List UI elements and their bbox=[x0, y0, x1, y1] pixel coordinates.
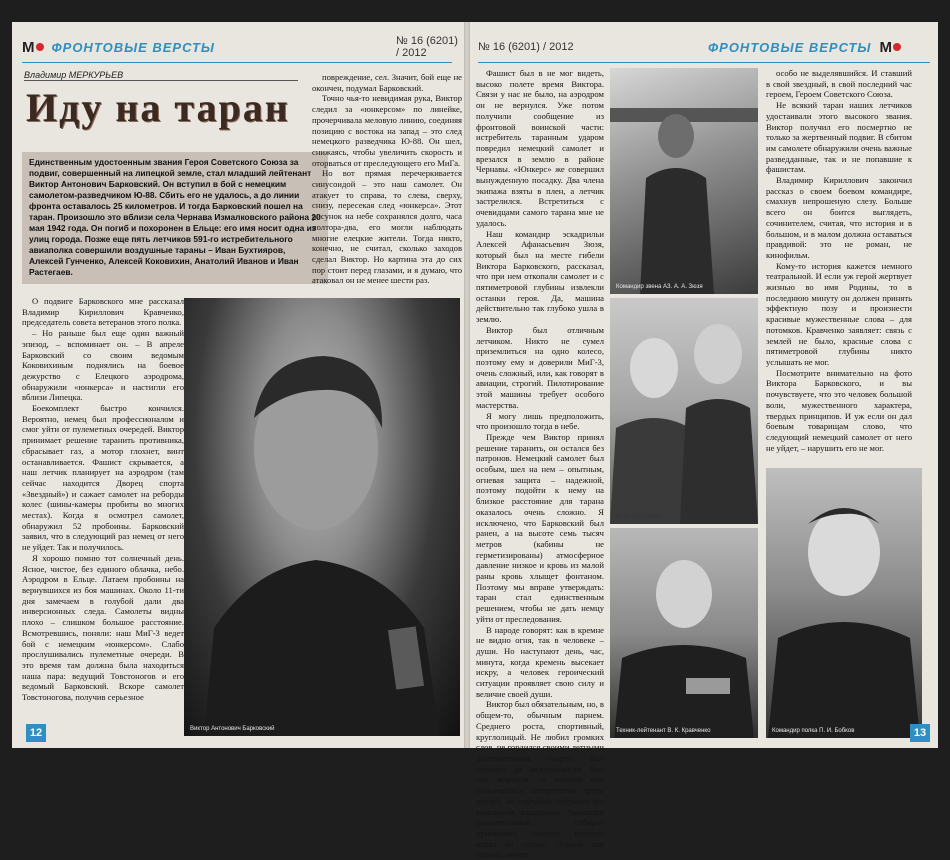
magazine-logo-icon: M bbox=[879, 39, 901, 56]
paragraph: Не всякий таран наших летчиков удостаивали этого высокого звания. Виктор получил его посмертно не только за жертвенный подвиг. В сбитом им самолете обнаружили очень важные разведданные, так и не попавшие к фашистам. bbox=[766, 100, 912, 175]
photo-caption: Техник-лейтенант В. К. Кравченко bbox=[616, 728, 711, 734]
magazine-logo-icon: M bbox=[22, 39, 44, 56]
paragraph: Точно чья-то невидимая рука, Виктор следил за «юнкерсом» по линейке, прочерчивала меловую линию, соединяя позицию с востока на запад – это след немецкого разведчика Ю-88. Он шел, снижаясь, чтобы увеличить скорость и оторваться от преследующего его МиГа. bbox=[312, 93, 462, 168]
text-column-top-right bbox=[312, 72, 462, 286]
text-column-left bbox=[22, 296, 184, 736]
paragraph: О подвиге Барковского мне рассказал Владимир Кириллович Кравченко, председатель совета ветеранов этого полка. bbox=[22, 296, 184, 328]
paragraph: Боекомплект быстро кончился. Вероятно, немец был профессионалом и смог уйти от пулеметных очередей. Виктор принимает решение таранить противника, сбрасывает газ, а мотор глохнет, винт останавливается. Фашист скрывается, а наш летчик планирует на аэродром (там сейчас находится Дворец спорта «Звездный») и сажает самолет на реборды колес (шины-камеры пробиты во многих местах). Когда я осмотрел самолет, обнаружил 52 пробоины. Барковский заявил, что в следующий раз немец от него не уйдет. Так и получилось. bbox=[22, 403, 184, 553]
photo-caption: Командир полка П. И. Бобков bbox=[772, 728, 855, 734]
photo-caption: Командир звена АЗ. А. А. Зюзя bbox=[616, 284, 703, 290]
paragraph: особо не выделявшийся. И ставший в свой звездный, в свой последний час героем, Героем Советского Союза. bbox=[766, 68, 912, 100]
paragraph: Посмотрите внимательно на фото Виктора Барковского, и вы почувствуете, что это человек большой воли, мужественного характера, твердых принципов. И уж если он дал боевым товарищам слово, что следующий немецкий самолет от него не уйдет, – нарушить его не мог. bbox=[766, 367, 912, 453]
page-number-left: 12 bbox=[26, 724, 46, 742]
photo-two-soldiers bbox=[610, 298, 758, 524]
paragraph: В народе говорят: как в кремне не видно огня, так в человеке – души. Но наступают день, час, минута, когда кремень высекает искру, а человек героический ситуации проявляет свою силу и величие своей души. bbox=[476, 624, 604, 699]
issue-number-left bbox=[396, 36, 464, 58]
paragraph: Наш командир эскадрильи Алексей Афанасьевич Зюзя, который был на месте гибели Виктора Барковского, рассказал, что при нем откопали самолет и с пятиметровой глубины извлекли останки героя. Да, машина действительно так глубоко ушла в землю. bbox=[476, 228, 604, 325]
header-rule bbox=[22, 62, 452, 63]
right-page bbox=[470, 22, 938, 860]
header-rule bbox=[478, 62, 930, 63]
paragraph: Виктор был обязательным, но, в общем-то, обычным парнем. Среднего роста, спортивный, круглолицый. Не любил громких слов, не гордился своими летными достижениями, скорее, был скромен до застенчивости. Все это, впрочем, не мешало ему пользоваться авторитетом среди друзей, не случайно избрания его комсоргом эскадрильи. Увлекался радиотехникой, собирал приемники, говорят, неплохо играл на гитаре. Парень как парень, ничем bbox=[476, 699, 604, 860]
two-soldiers-icon bbox=[610, 298, 758, 524]
photo-officer-medals bbox=[610, 528, 758, 738]
left-page bbox=[12, 22, 464, 748]
paragraph: Кому-то история кажется немного театральной. И если уж герой жертвует жизнью во имя Родины, то в последнюю минуту он должен принять эффектную позу и произнести красивые мужественные слова – для потомков. Кравченко заявляет: связь с землей не было, красные слова с пятиметровой глубины никто услышать не мог. bbox=[766, 260, 912, 367]
article-lead: Единственным удостоенным звания Героя Советского Союза за подвиг, совершенный на липецкой земле, стал младший лейтенант Виктор Антонович Барковский. Он вступил в бой с немецким самолетом-разведчиком Ю-88. Сбить его не удалось, а до линии фронта оставалось 25 километров. И тогда Барковский пошел на таран. Произошло это вблизи села Чернава Измалковского района 20 мая 1942 года. Он погиб и похоронен в Ельце: его имя носит одна из улиц города. Позже еще пять летчиков 591-го истребительного авиаполка совершили воздушные тараны – Иван Бухтияров, Алексей Гунченко, Алексей Коковихин, Анатолий Иванов и Иван Растегаев. bbox=[22, 152, 328, 284]
author-byline: Владимир МЕРКУРЬЕВ bbox=[24, 70, 298, 81]
issue-number-right bbox=[478, 36, 574, 58]
paragraph: Виктор был отличным летчиком. Никто не сумел приземлиться на одно колесо, поэтому ему и доверили МиГ-3, очень сложный, или, как говорят в авиации, строгий. Пилотирование этой машины требует особого мастерства. bbox=[476, 324, 604, 410]
text-column-right bbox=[766, 68, 912, 478]
paragraph: – Но раньше был еще один важный эпизод, – вспоминает он. – В апреле Барковский со своим ведомым Коковихиным поднялись на боевое дежурство с Елецкого аэродрома, обнаружили «юнкерса» и настигли его вблизи Липецка. bbox=[22, 328, 184, 403]
pilot-figure-icon bbox=[610, 68, 758, 294]
issue-text: № 16 (6201) / 2012 bbox=[478, 41, 574, 53]
photo-caption: Виктор Антонович Барковский bbox=[190, 726, 275, 732]
text-column-middle bbox=[476, 68, 604, 860]
paragraph: Я хорошо помню тот солнечный день. Ясное, чистое, без единого облачка, небо. Аэродром в Ельце. Латаем пробоины на вернувшихся из боя машинах. Около 11-ти дня замечаем в голубой дали два инверсионных следа. Самолеты видны плохо – слишком большое расстояние. Всмотревшись, поняли: наш МиГ-3 ведет бой с немецким «юнкерсом». Слабо прослушивались пулеметные очереди. В это время там должна была находиться наша пара: ведущий Товстоногов и его ведомый Барковский. Вскоре самолет Товстоногова, получив серьезное bbox=[22, 552, 184, 703]
left-header bbox=[22, 36, 215, 58]
portrait-photo-barkovsky bbox=[184, 298, 460, 736]
section-title: ФРОНТОВЫЕ ВЕРСТЫ bbox=[51, 39, 215, 55]
page-number-right: 13 bbox=[910, 724, 930, 742]
paragraph: Прежде чем Виктор принял решение таранить, он остался без патронов. Немецкий самолет был особым, шел на нем – опытным, огневая защита – надежной, поэтому подойти к нему на близкое расстояние для тарана оказалось очень сложно. Я исключено, что Барковский был ранен, а на высоте семь тысяч метров (кабины не герметизированы) атмосферное давление низкое и кровь из малой раны кровь хлыщет фонтаном. Поэтому мы вправе утверждать: таран стал единственным решением, чтобы не дать немцу уйти от преследования. bbox=[476, 431, 604, 624]
paragraph: Владимир Кириллович закончил рассказ о своем боевом командире, смахнув непрошеную слезу. Больше всего он боится выглядеть, сочинителем, считая, что история и в большом, и в малом должна оставаться правдивой: это не роман, не кинофильм. bbox=[766, 175, 912, 260]
section-title: ФРОНТОВЫЕ ВЕРСТЫ bbox=[708, 39, 872, 55]
photo-pilot-by-plane bbox=[610, 68, 758, 294]
right-header bbox=[708, 36, 901, 58]
article-title: Иду на таран bbox=[26, 85, 290, 130]
officer-with-medals-icon bbox=[610, 528, 758, 738]
portrait-silhouette-icon bbox=[184, 298, 460, 736]
paragraph: повреждение, сел. Значит, бой еще не окончен, подумал Барковский. bbox=[312, 72, 462, 93]
photo-caption: И. П. Растегаев bbox=[616, 514, 660, 520]
paragraph: Я могу лишь предположить, что произошло тогда в небе. bbox=[476, 410, 604, 432]
issue-text: № 16 (6201) / 2012 bbox=[396, 35, 458, 59]
commander-portrait-icon bbox=[766, 468, 922, 738]
paragraph: Но вот прямая перечеркивается синусоидой – это наш самолет. Он атакует то справа, то слева, сверху, снизу, пересекая след «юнкерса». Этот рисунок на небе сохранялся долго, часа полтора-два, его могли наблюдать многие елецкие жители. Тогда никто, конечно, не считал, сколько заходов сделал Виктор. Но картина эта до сих пор стоит перед глазами, и я думаю, что атаковал он не менее шести раз. bbox=[312, 168, 462, 286]
paragraph: Фашист был в не мог видеть, высоко полете время Виктора. Связи у нас не было, на аэродром он не вернулся. Уже потом получили сообщение из фронтовой воинской части: истребитель таранным ударом повредил немецкий самолет и врезался в землю в районе Чернавы. «Юнкерс» же совершил вынужденную посадку. Два члена экипажа взяты в плен, а летчик застрелился. Встретиться с очевидцами самого тарана мне не удалось. bbox=[476, 68, 604, 228]
photo-regiment-commander bbox=[766, 468, 922, 738]
